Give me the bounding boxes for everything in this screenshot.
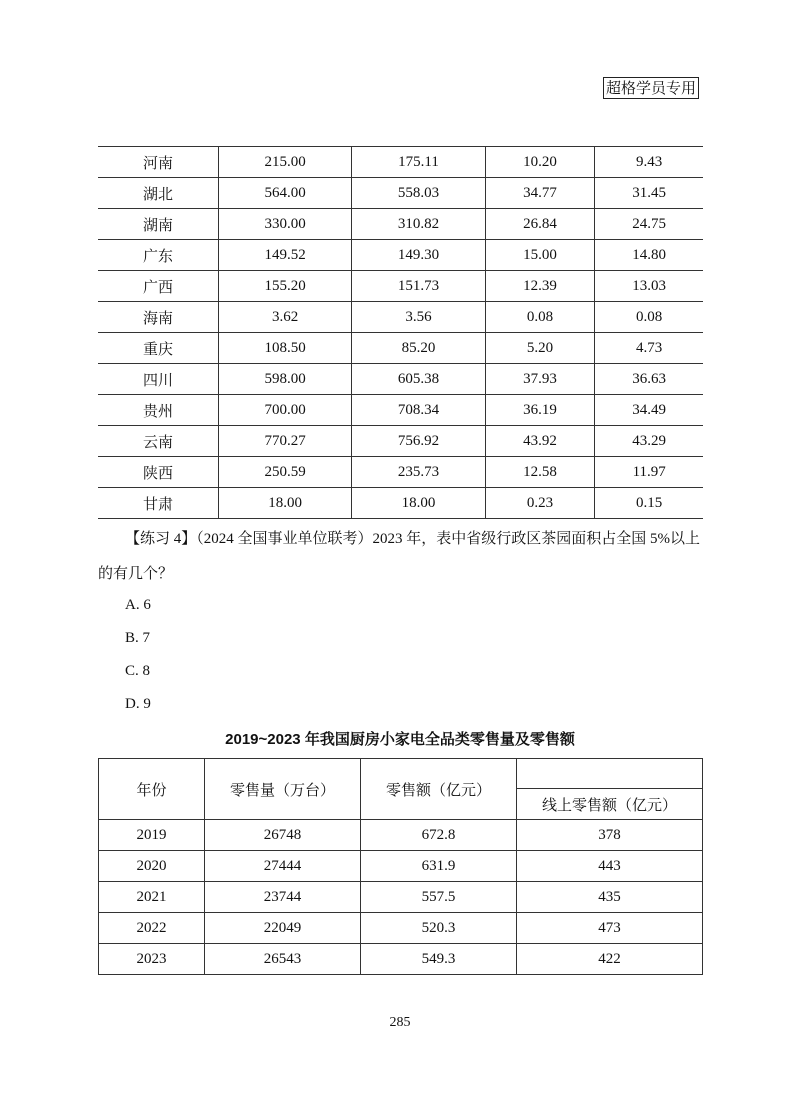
province-value-cell: 9.43 <box>595 147 703 178</box>
header-online: 线上零售额（亿元） <box>517 789 703 820</box>
header-row <box>99 759 703 789</box>
province-value-cell: 605.38 <box>352 364 485 395</box>
sales-value-cell: 520.3 <box>361 913 517 944</box>
province-name-cell: 贵州 <box>98 395 219 426</box>
province-value-cell: 12.58 <box>485 457 595 488</box>
province-value-cell: 5.20 <box>485 333 595 364</box>
province-value-cell: 0.08 <box>485 302 595 333</box>
province-row <box>98 395 703 426</box>
province-row <box>98 178 703 209</box>
province-row <box>98 426 703 457</box>
province-value-cell: 14.80 <box>595 240 703 271</box>
province-value-cell: 558.03 <box>352 178 485 209</box>
province-name-cell: 广东 <box>98 240 219 271</box>
province-value-cell: 12.39 <box>485 271 595 302</box>
option-c: C. 8 <box>125 663 151 679</box>
province-name-cell: 广西 <box>98 271 219 302</box>
province-name-cell: 甘肃 <box>98 488 219 519</box>
province-value-cell: 10.20 <box>485 147 595 178</box>
year-cell: 2021 <box>99 882 205 913</box>
sales-value-cell: 422 <box>517 944 703 975</box>
sales-table-title: 2019~2023 年我国厨房小家电全品类零售量及零售额 <box>225 731 575 748</box>
year-cell: 2020 <box>99 851 205 882</box>
province-value-cell: 24.75 <box>595 209 703 240</box>
sales-value-cell: 26543 <box>205 944 361 975</box>
province-value-cell: 26.84 <box>485 209 595 240</box>
province-value-cell: 756.92 <box>352 426 485 457</box>
province-value-cell: 31.45 <box>595 178 703 209</box>
province-value-cell: 700.00 <box>219 395 352 426</box>
province-value-cell: 0.15 <box>595 488 703 519</box>
sales-value-cell: 672.8 <box>361 820 517 851</box>
province-row <box>98 147 703 178</box>
province-tea-table <box>98 146 703 519</box>
sales-row <box>99 851 703 882</box>
province-value-cell: 250.59 <box>219 457 352 488</box>
province-value-cell: 564.00 <box>219 178 352 209</box>
kitchen-appliance-sales-table <box>98 758 703 975</box>
page-number: 285 <box>389 1015 411 1030</box>
province-value-cell: 598.00 <box>219 364 352 395</box>
sales-value-cell: 549.3 <box>361 944 517 975</box>
province-value-cell: 215.00 <box>219 147 352 178</box>
province-value-cell: 43.92 <box>485 426 595 457</box>
province-row <box>98 333 703 364</box>
sales-value-cell: 22049 <box>205 913 361 944</box>
sales-row <box>99 882 703 913</box>
student-only-badge: 超格学员专用 <box>603 77 699 99</box>
province-name-cell: 河南 <box>98 147 219 178</box>
province-value-cell: 155.20 <box>219 271 352 302</box>
province-row <box>98 271 703 302</box>
province-name-cell: 四川 <box>98 364 219 395</box>
province-value-cell: 310.82 <box>352 209 485 240</box>
province-name-cell: 云南 <box>98 426 219 457</box>
sales-row <box>99 913 703 944</box>
province-value-cell: 175.11 <box>352 147 485 178</box>
province-row <box>98 488 703 519</box>
sales-value-cell: 557.5 <box>361 882 517 913</box>
province-value-cell: 37.93 <box>485 364 595 395</box>
province-value-cell: 11.97 <box>595 457 703 488</box>
sales-value-cell: 23744 <box>205 882 361 913</box>
province-value-cell: 149.30 <box>352 240 485 271</box>
header-revenue: 零售额（亿元） <box>361 759 517 820</box>
province-row <box>98 364 703 395</box>
province-value-cell: 4.73 <box>595 333 703 364</box>
province-row <box>98 457 703 488</box>
year-cell: 2022 <box>99 913 205 944</box>
province-value-cell: 18.00 <box>219 488 352 519</box>
header-year: 年份 <box>99 759 205 820</box>
sales-value-cell: 27444 <box>205 851 361 882</box>
sales-value-cell: 443 <box>517 851 703 882</box>
province-name-cell: 湖南 <box>98 209 219 240</box>
province-value-cell: 770.27 <box>219 426 352 457</box>
province-value-cell: 108.50 <box>219 333 352 364</box>
province-row <box>98 240 703 271</box>
province-row <box>98 209 703 240</box>
province-value-cell: 3.62 <box>219 302 352 333</box>
question-line-1: 【练习 4】（2024 全国事业单位联考）2023 年，表中省级行政区茶园面积占全国 5%以上 <box>125 531 700 547</box>
sales-value-cell: 26748 <box>205 820 361 851</box>
province-name-cell: 重庆 <box>98 333 219 364</box>
province-value-cell: 85.20 <box>352 333 485 364</box>
province-value-cell: 36.19 <box>485 395 595 426</box>
question-line-2: 的有几个？ <box>98 566 174 582</box>
sales-row <box>99 820 703 851</box>
province-value-cell: 0.23 <box>485 488 595 519</box>
sales-value-cell: 378 <box>517 820 703 851</box>
header-volume: 零售量（万台） <box>205 759 361 820</box>
header-blank <box>517 759 703 789</box>
sales-row <box>99 944 703 975</box>
province-value-cell: 36.63 <box>595 364 703 395</box>
option-d: D. 9 <box>125 696 151 712</box>
province-value-cell: 3.56 <box>352 302 485 333</box>
province-value-cell: 18.00 <box>352 488 485 519</box>
province-name-cell: 湖北 <box>98 178 219 209</box>
province-name-cell: 海南 <box>98 302 219 333</box>
province-name-cell: 陕西 <box>98 457 219 488</box>
province-row <box>98 302 703 333</box>
sales-value-cell: 473 <box>517 913 703 944</box>
option-a: A. 6 <box>125 597 151 613</box>
province-value-cell: 151.73 <box>352 271 485 302</box>
province-value-cell: 235.73 <box>352 457 485 488</box>
province-value-cell: 34.77 <box>485 178 595 209</box>
province-value-cell: 149.52 <box>219 240 352 271</box>
option-b: B. 7 <box>125 630 151 646</box>
province-value-cell: 0.08 <box>595 302 703 333</box>
province-value-cell: 708.34 <box>352 395 485 426</box>
province-value-cell: 43.29 <box>595 426 703 457</box>
year-cell: 2019 <box>99 820 205 851</box>
sales-value-cell: 631.9 <box>361 851 517 882</box>
year-cell: 2023 <box>99 944 205 975</box>
province-value-cell: 34.49 <box>595 395 703 426</box>
sales-value-cell: 435 <box>517 882 703 913</box>
province-value-cell: 15.00 <box>485 240 595 271</box>
province-value-cell: 13.03 <box>595 271 703 302</box>
province-value-cell: 330.00 <box>219 209 352 240</box>
